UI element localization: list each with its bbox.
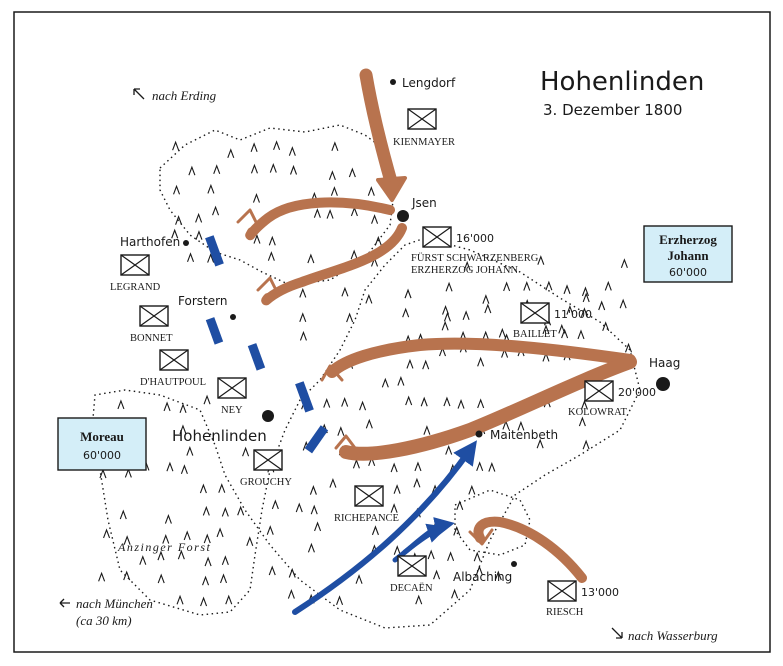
unit-bonnet <box>140 306 168 326</box>
arrow-down-right-icon <box>612 628 622 638</box>
place-lengdorf: Lengdorf <box>402 76 456 90</box>
tree-icon <box>398 378 404 386</box>
tree-icon <box>626 344 632 352</box>
tree-icon <box>187 448 193 456</box>
tree-icon <box>268 253 274 261</box>
unit-strength-riesch: 13'000 <box>581 586 620 599</box>
french-position-bar <box>305 425 328 453</box>
unit-label-kienmayer: KIENMAYER <box>393 137 456 148</box>
tree-icon <box>331 188 337 196</box>
tree-icon <box>583 441 589 449</box>
tree-icon <box>423 361 429 369</box>
tree-icon <box>177 596 183 604</box>
tree-icon <box>300 314 306 322</box>
tree-icon <box>314 210 320 218</box>
tree-icon <box>120 511 126 519</box>
tree-icon <box>251 144 257 152</box>
tree-icon <box>452 590 458 598</box>
tree-icon <box>406 397 412 405</box>
tree-icon <box>349 169 355 177</box>
austrian-movements <box>238 75 630 578</box>
tree-icon <box>274 142 280 150</box>
tree-icon <box>499 329 505 337</box>
tree-icon <box>483 296 489 304</box>
austrian-arrow-jsen-west <box>250 202 390 235</box>
place-marker-large <box>656 377 670 391</box>
place-harthofen: Harthofen <box>120 235 181 249</box>
tree-icon <box>311 506 317 514</box>
tree-icon <box>226 596 232 604</box>
tree-icon <box>405 290 411 298</box>
tree-icon <box>188 254 194 262</box>
tree-icon <box>205 558 211 566</box>
place-marker <box>230 314 236 320</box>
unit-label-richepance: RICHEPANCE <box>334 513 399 524</box>
tree-icon <box>446 447 452 455</box>
tree-icon <box>167 463 173 471</box>
tree-icon <box>448 553 454 561</box>
unit-kolowrat <box>585 381 613 401</box>
french-position-bar <box>248 343 265 371</box>
tree-icon <box>140 557 146 565</box>
tree-icon <box>238 507 244 515</box>
tree-icon <box>203 507 209 515</box>
place-marker-large <box>397 210 409 222</box>
map-title: Hohenlinden <box>540 67 705 97</box>
tree-icon <box>203 577 209 585</box>
unit-label-ney: NEY <box>221 405 243 416</box>
place-marker-large <box>262 410 274 422</box>
tree-icon <box>243 448 249 456</box>
tree-icon <box>562 330 568 338</box>
tree-icon <box>579 418 585 426</box>
tree-icon <box>382 379 388 387</box>
tree-icon <box>324 400 330 408</box>
unit-baillet <box>521 303 549 323</box>
unit-decaen <box>398 556 426 576</box>
tree-icon <box>478 400 484 408</box>
unit-dhautpoul <box>160 350 188 370</box>
tree-icon <box>421 398 427 406</box>
tree-icon <box>578 331 584 339</box>
tree-icon <box>228 150 234 158</box>
tree-icon <box>477 463 483 471</box>
austrian-arrow-kienmayer <box>366 75 392 185</box>
place-haag: Haag <box>649 356 681 370</box>
tree-icon <box>442 322 448 330</box>
unit-label-grouchy: GROUCHY <box>240 477 292 488</box>
commander-strength-moreau: 60'000 <box>82 449 122 462</box>
tree-icon <box>428 551 434 559</box>
tree-icon <box>366 295 372 303</box>
tree-icon <box>424 427 430 435</box>
commander-strength-johann: 60'000 <box>668 266 708 279</box>
tree-icon <box>165 516 171 524</box>
tree-icon <box>458 401 464 409</box>
tree-icon <box>330 480 336 488</box>
tree-icon <box>222 508 228 516</box>
unit-grouchy <box>254 450 282 470</box>
tree-icon <box>269 567 275 575</box>
tree-icon <box>342 288 348 296</box>
commander-box-moreau <box>58 418 146 470</box>
place-marker <box>390 79 396 85</box>
commander-name2-johann: Johann <box>667 248 709 263</box>
tree-icon <box>603 323 609 331</box>
tree-icon <box>291 167 297 175</box>
tree-icon <box>251 165 257 173</box>
place-marker <box>511 561 517 567</box>
tree-icon <box>200 485 206 493</box>
tree-icon <box>474 553 480 561</box>
commander-name-moreau: Moreau <box>80 429 124 444</box>
tree-icon <box>620 300 626 308</box>
arrow-up-left-icon <box>134 89 144 99</box>
tree-icon <box>158 575 164 583</box>
tree-icon <box>368 188 374 196</box>
unit-label-bonnet: BONNET <box>130 333 173 344</box>
tree-icon <box>201 598 207 606</box>
place-albaching: Albaching <box>453 570 513 584</box>
tree-icon <box>504 283 510 291</box>
tree-icon <box>296 504 302 512</box>
tree-icon <box>372 527 378 535</box>
place-jsen: Jsen <box>412 196 437 210</box>
tree-icon <box>469 486 475 494</box>
tree-icon <box>219 485 225 493</box>
tree-icon <box>337 597 343 605</box>
tree-icon <box>356 576 362 584</box>
tree-icon <box>269 237 275 245</box>
unit-richepance <box>355 486 383 506</box>
commander-name-johann: Erzherzog <box>659 232 717 247</box>
tree-icon <box>104 530 110 538</box>
tree-icon <box>329 172 335 180</box>
tree-icon <box>538 257 544 265</box>
french-position-bar <box>206 317 223 345</box>
tree-icon <box>407 360 413 368</box>
tree-icon <box>300 332 306 340</box>
unit-ney <box>218 378 246 398</box>
tree-icon <box>366 420 372 428</box>
unit-legrand <box>121 255 149 275</box>
tree-icon <box>524 283 530 291</box>
tree-icon <box>204 396 210 404</box>
tree-icon <box>270 165 276 173</box>
tree-icon <box>164 403 170 411</box>
tree-icon <box>332 143 338 151</box>
unit-label-riesch: RIESCH <box>546 607 584 618</box>
forest-label: Anzinger Forst <box>118 540 212 554</box>
tree-icon <box>308 255 314 263</box>
tree-icon <box>446 283 452 291</box>
tree-icon <box>247 538 253 546</box>
french-movements <box>295 450 470 612</box>
unit-label-baillet: BAILLET <box>513 329 557 340</box>
tree-icon <box>174 186 180 194</box>
tree-icon <box>546 282 552 290</box>
tree-icon <box>489 464 495 472</box>
tree-icon <box>196 232 202 240</box>
unit-strength-schwarzenberg: 16'000 <box>456 232 495 245</box>
tree-icon <box>415 463 421 471</box>
tree-icon <box>310 487 316 495</box>
unit-strength-kolowrat: 20'000 <box>618 386 657 399</box>
tree-icon <box>289 148 295 156</box>
tree-icon <box>342 399 348 407</box>
place-forstern: Forstern <box>178 294 228 308</box>
french-arrow-maitenbeth <box>295 450 470 612</box>
places <box>120 76 683 584</box>
tree-icon <box>118 401 124 409</box>
direction-wasserburg: nach Wasserburg <box>628 628 718 643</box>
unit-label-decaen: DECAËN <box>390 583 433 594</box>
place-marker <box>183 240 189 246</box>
tree-icon <box>444 398 450 406</box>
tree-icon <box>196 214 202 222</box>
tree-icon <box>288 591 294 599</box>
tree-icon <box>308 544 314 552</box>
tree-icon <box>180 405 186 413</box>
tree-icon <box>463 312 469 320</box>
tree-icon <box>351 208 357 216</box>
unit-label-kolowrat: KOLOWRAT <box>568 407 627 418</box>
unit-label-schwarzenberg: FÜRST SCHWARZENBERG <box>411 253 539 264</box>
tree-icon <box>267 527 273 535</box>
arrow-left-icon <box>60 599 70 607</box>
tree-icon <box>416 596 422 604</box>
tree-symbols <box>99 142 632 606</box>
tree-icon <box>414 479 420 487</box>
tree-icon <box>300 289 306 297</box>
french-arrow-branch-2 <box>405 530 438 552</box>
tree-icon <box>124 572 130 580</box>
map-subtitle: 3. Dezember 1800 <box>543 101 683 119</box>
tree-icon <box>338 428 344 436</box>
tree-icon <box>478 358 484 366</box>
unit-riesch <box>548 581 576 601</box>
tree-icon <box>217 529 223 537</box>
tree-icon <box>289 570 295 578</box>
tree-icon <box>347 314 353 322</box>
unit-label-dhautpoul: D'HAUTPOUL <box>140 377 207 388</box>
direction-muenchen: nach München <box>76 596 153 611</box>
tree-icon <box>213 207 219 215</box>
tree-icon <box>272 501 278 509</box>
tree-icon <box>485 305 491 313</box>
unit-label-legrand: LEGRAND <box>110 282 161 293</box>
unit-strength-baillet: 11'000 <box>554 308 593 321</box>
tree-icon <box>394 486 400 494</box>
tree-icon <box>564 286 570 294</box>
tree-icon <box>181 466 187 474</box>
tree-icon <box>434 571 440 579</box>
tree-icon <box>184 532 190 540</box>
tree-icon <box>189 167 195 175</box>
unit-kienmayer <box>408 109 436 129</box>
tree-icon <box>403 309 409 317</box>
tree-icon <box>391 505 397 513</box>
tree-icon <box>173 142 179 150</box>
tree-icon <box>222 557 228 565</box>
unit-label-johann: ERZHERZOG JOHANN <box>411 265 519 276</box>
tree-icon <box>391 464 397 472</box>
tree-icon <box>360 402 366 410</box>
tree-icon <box>327 211 333 219</box>
tree-icon <box>457 502 463 510</box>
austrian-arrow-kienmayer-head <box>378 178 405 200</box>
tree-icon <box>315 523 321 531</box>
unit-schwarzenberg <box>423 227 451 247</box>
tree-icon <box>444 313 450 321</box>
tree-icon <box>99 573 105 581</box>
french-position-bar <box>295 381 314 412</box>
austrian-arrow-forstern <box>266 228 402 300</box>
tree-icon <box>221 575 227 583</box>
place-marker <box>476 431 483 438</box>
tree-icon <box>253 195 259 203</box>
tree-icon <box>621 260 627 268</box>
tree-icon <box>353 460 359 468</box>
tree-icon <box>599 302 605 310</box>
direction-erding: nach Erding <box>152 88 217 103</box>
place-hohenlinden: Hohenlinden <box>172 427 267 445</box>
tree-icon <box>372 216 378 224</box>
place-maitenbeth: Maitenbeth <box>490 428 559 442</box>
tree-icon <box>214 166 220 174</box>
tree-icon <box>605 282 611 290</box>
direction-muenchen-distance: (ca 30 km) <box>76 613 132 628</box>
tree-icon <box>208 185 214 193</box>
